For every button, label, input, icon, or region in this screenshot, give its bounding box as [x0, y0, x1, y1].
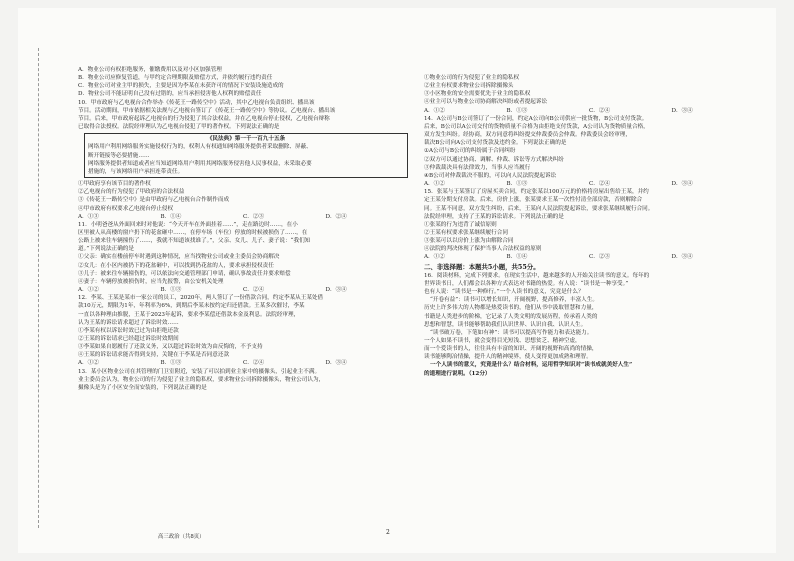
- q13-option: ③小区物业的安全需要优先于业主的隐私权: [424, 91, 531, 98]
- section-heading-nonchoice: 二、非选择题：本题共5小题，共55分。: [424, 262, 540, 271]
- q10-line: 已取得合法授权。法院经审理认为乙电视台侵犯了甲的著作权。下列说法正确的是: [78, 124, 280, 131]
- exam-sheet: [18, 8, 776, 553]
- q16-quote: “开卷有益”：读书可以增长知识，开阔视野，提高修养，丰富人生。: [430, 297, 598, 304]
- choice-c: C．②③: [589, 254, 611, 261]
- q15-line: 15．张某与王某签订了房屋买卖合同，约定张某以100万元的价格将房屋出售给王某，并约: [424, 189, 649, 196]
- law-excerpt-line: 措施的，与该网络用户承担连带责任。: [88, 168, 184, 175]
- q10-option: ①甲政府享有该节目的著作权: [78, 181, 151, 188]
- choice-b: B．①③: [160, 360, 182, 367]
- page-footer: 高三政治（共8页）: [158, 534, 205, 540]
- q13-option: ①物业公司的行为侵犯了业主的隐私权: [424, 75, 520, 81]
- q13-choices: [424, 107, 754, 115]
- question-12: [78, 294, 408, 367]
- q16-paragraph: 思想和智慧，读书能够帮助我们认识世界、认识自我、认识人生。: [424, 321, 587, 328]
- q12-option: ④王某的诉讼请求能否得到支持，关键在于李某是否同意还款: [78, 352, 230, 359]
- law-excerpt-box: [84, 133, 408, 178]
- q9-options: [78, 66, 408, 99]
- question-10: [78, 99, 408, 221]
- choice-c: C．②④: [243, 287, 265, 294]
- choice-b: B．①④: [160, 213, 182, 220]
- q12-option: ③李某如果自愿履行了还款义务，又以超过诉讼时效为由反悔的，不予支持: [78, 344, 263, 351]
- q15-option: ②王某有权要求张某继续履行合同: [424, 229, 508, 236]
- q11-line: 区里被人从高楼的窗户扔下的花盆砸中……，在停车场（车位）停放的时候被损伤了……，在: [78, 229, 308, 236]
- choice-a: A．①②: [78, 360, 99, 367]
- q14-line: 裁决B公司向A公司支付货款及违约金。下列说法正确的是: [424, 140, 567, 147]
- q12-choices: [78, 359, 408, 367]
- q15-line: 同。王某不同意，双方发生纠纷，后来，王某向人民法院提起诉讼，要求张某继续履行合同。: [424, 205, 654, 212]
- q14-option: ②双方可以通过协商、调解、仲裁、诉讼等方式解决纠纷: [424, 156, 564, 163]
- law-excerpt-line: 断开链接等必要措施……: [88, 152, 150, 159]
- q10-option: ②乙电视台的行为侵犯了甲政府的合法权益: [78, 189, 185, 196]
- choice-b: B．①③: [506, 107, 528, 114]
- q16-paragraph: 历史上许多伟大的人物都是热爱读书的，他们从书中汲取智慧和力量，: [424, 305, 598, 312]
- q14-line: 双方发生纠纷。经协商，双方同意将纠纷提交仲裁委员会仲裁。仲裁委员会经审理，: [424, 132, 631, 139]
- q15-option: ④法院的判决体现了保护当事人合法权益的原则: [424, 246, 542, 253]
- choice-a: A．①②: [424, 107, 445, 114]
- q16-line: 世界读书日，人们都会以各种方式表达对书籍的热爱。有人说：“读书是一种享受。”: [424, 280, 629, 287]
- q14-option: ③仲裁裁决具有法律效力，当事人应当履行: [424, 164, 531, 171]
- q14-line: 后来，B公司以A公司交付的货物质量不合格为由拒绝支付货款，A公司认为货物质量合格，: [424, 123, 649, 130]
- q11-option: ②女儿：在小区内被扔下的花盆砸中，可以找到扔花盆的人，要求承担侵权责任: [78, 262, 274, 269]
- q12-line: 12．李某、王某是某市一家公司的员工，2020年，两人签订了一份借款合同，约定李某从王某处借: [78, 295, 324, 302]
- choice-c: C．②④: [589, 107, 611, 114]
- q16-task-score: 的道理进行说明。（12分）: [424, 370, 491, 377]
- law-excerpt-line: 网络用户利用网络服务实施侵权行为的，权利人有权通知网络服务提供者采取删除、屏蔽、: [88, 144, 312, 151]
- q12-option: ②王某的诉讼请求已经超过诉讼时效期间: [78, 336, 179, 342]
- choice-d: D．②④: [325, 213, 347, 220]
- q16-quote: “读书破万卷，下笔如有神”：读书可以提高写作能力和表达能力。: [430, 329, 593, 336]
- q13-line: 摄像头是为了小区安全而安装的，下列说法正确的是: [78, 384, 207, 391]
- q16-line: 也有人说：“读书是一种修行。”一个人读书的意义，究竟是什么？: [424, 289, 584, 296]
- q12-line: 款10万元，期限为1年，年利率为6%，到期后李某未按约定归还借款。王某多次催讨，李某: [78, 303, 305, 310]
- choice-c: C．②③: [243, 213, 265, 220]
- q16-paragraph: 而一个爱读书的人，往往具有丰富的知识、开阔的视野和高尚的情操，: [424, 346, 598, 353]
- choice-a: A．①②: [424, 181, 445, 188]
- choice-c: C．②④: [589, 181, 611, 188]
- q10-option: ④甲市政府有权要求乙电视台停止侵权: [78, 205, 174, 212]
- q13-line: 13．某小区物业公司在其管理的门卫室附近，安装了可以拍到业主家中的摄像头，引起业主不满。: [78, 368, 321, 375]
- choice-d: D．③④: [671, 181, 693, 188]
- q14-option: ④B公司对仲裁裁决不服的，可以向人民法院提起诉讼: [424, 172, 557, 179]
- q16-line: 16．阅读材料，完成下列要求。在现实生活中，越来越多的人开始关注读书的意义。每年的: [424, 272, 650, 279]
- choice-d: D．③④: [671, 107, 693, 114]
- choice-b: B．①③: [160, 287, 182, 294]
- question-16: [424, 272, 754, 378]
- q15-line: 法院经审理，支持了王某的诉讼请求。下列说法正确的是: [424, 213, 564, 220]
- q9-option-d: D．物业公司不能证明自己没有过错的，应当承担侵害他人权利的赔偿责任: [78, 91, 262, 98]
- q14-line: 14．A公司与B公司签订了一份合同，约定A公司向B公司供应一批货物，B公司支付货款。: [424, 115, 648, 122]
- q15-option: ③张某可以以房价上涨为由解除合同: [424, 238, 514, 245]
- question-11: [78, 221, 408, 294]
- question-13: [78, 368, 408, 392]
- q10-option: ③《传花王一路传空中》是由甲政府与乙电视台合作制作而成: [78, 197, 230, 204]
- q15-choices: [424, 253, 754, 261]
- q12-line: 认为王某的诉讼请求超过了诉讼时效……: [78, 319, 179, 326]
- q16-paragraph: 书籍是人类进步的阶梯，它记录了人类文明的发展历程，传承着人类的: [424, 313, 598, 320]
- choice-b: B．①③: [506, 181, 528, 188]
- q11-line: 公路上被来往车辆撞伤了……，我就不知道该找谁了。”，父亲、女儿、儿子、妻子说：“我们知: [78, 238, 311, 245]
- q16-task: 一个人读书的意义，究竟是什么？结合材料，运用哲学知识对“读书成就美好人生”: [430, 362, 633, 369]
- choice-d: D．③④: [325, 287, 347, 294]
- q11-line: 道。”下列说法正确的是: [78, 246, 134, 253]
- law-excerpt-line: 网络服务提供者知道或者应当知道网络用户利用其网络服务侵害他人民事权益，未采取必要: [88, 160, 312, 167]
- choice-d: D．③④: [671, 254, 693, 261]
- q10-choices: [78, 213, 408, 221]
- question-14: [424, 115, 754, 188]
- left-column: [78, 66, 408, 392]
- q13-option: ②业主有权要求物业公司拆除摄像头: [424, 83, 514, 90]
- binding-cut-line: [38, 48, 45, 528]
- q13-options: [424, 74, 754, 115]
- law-excerpt-title: 《民法典》第一千一百九十五条: [206, 136, 286, 143]
- q9-option-a: A．物业公司有权拒绝服务，催缴费用以及对小区加强管理: [78, 67, 222, 73]
- q11-option: ④妻子：车辆停放被损伤时，应当先报警，由公安机关处理: [78, 278, 224, 285]
- q14-choices: [424, 180, 754, 188]
- q15-option: ①张某的行为违背了诚信原则: [424, 221, 497, 228]
- q12-line: 一直以各种理由推脱，王某于2023年起诉，要求李某偿还借款本金及利息。法院经审理，: [78, 311, 300, 318]
- choice-c: C．②④: [243, 360, 265, 367]
- q10-line: 10．甲市政府与乙电视台合作举办《传花王一路传空中》活动，其中乙电视台负责组织、播出该: [78, 99, 315, 106]
- q11-line: 11．小明爸爸从外面回来时对他说：“今天开车在外面挂着……”，走在路边时……，在小: [78, 221, 298, 228]
- q12-option: ①李某有权以诉讼时效已过为由拒绝还款: [78, 327, 179, 334]
- choice-a: A．①③: [78, 213, 99, 220]
- q11-choices: [78, 286, 408, 294]
- q9-option-c: C．物业公司对业主甲的损失，主要是因为李某在未获许可的情况下安装设施造成的: [78, 83, 284, 90]
- page-number: 2: [386, 529, 390, 536]
- q16-paragraph: 读书能够陶冶情操，提升人的精神境界，使人变得更加成熟和理智。: [424, 354, 592, 361]
- q15-line: 定王某分期支付房款。后来，房价上涨，张某要求王某一次性付清全部房款，否则解除合: [424, 197, 643, 204]
- q10-line: 节目。活动期间，甲市依据相关法规与乙电视台签订了《传花王一路传空中》等协议。乙电视台、播出该: [78, 107, 336, 114]
- q10-line: 节目。后来，甲市政府起诉乙电视台的行为侵犯了其合法权益，并在乙电视台停止侵权，乙电视台辩称: [78, 115, 330, 122]
- choice-b: B．①④: [506, 254, 528, 261]
- q11-option: ③儿子：被来往车辆撞伤的，可以依法向交通管理部门申请，确认事故责任并要求赔偿: [78, 270, 291, 277]
- right-column: [424, 74, 754, 378]
- q16-paragraph: 一个人如果不读书，就会变得目光短浅、思想贫乏、精神空虚，: [424, 338, 581, 344]
- choice-a: A．①②: [424, 254, 445, 261]
- choice-d: D．③④: [325, 360, 347, 367]
- q9-option-b: B．物业公司应修复管道，与甲约定合理期限及赔偿方式，并依约履行违约责任: [78, 75, 273, 82]
- q13-line: 业主委员会认为，物业公司的行为侵犯了业主的隐私权，要求物业公司拆除摄像头，物业公司认为，: [78, 376, 325, 383]
- question-15: [424, 188, 754, 261]
- q14-option: ①A公司与B公司的纠纷属于合同纠纷: [424, 148, 516, 155]
- q13-option: ④业主可以与物业公司协商解决纠纷或者提起诉讼: [424, 99, 548, 106]
- q11-option: ①父亲：确实在楼前停车时遇到这种情况，应当找物业公司或业主委员会协商解决: [78, 254, 280, 261]
- choice-a: A．①②: [78, 287, 99, 294]
